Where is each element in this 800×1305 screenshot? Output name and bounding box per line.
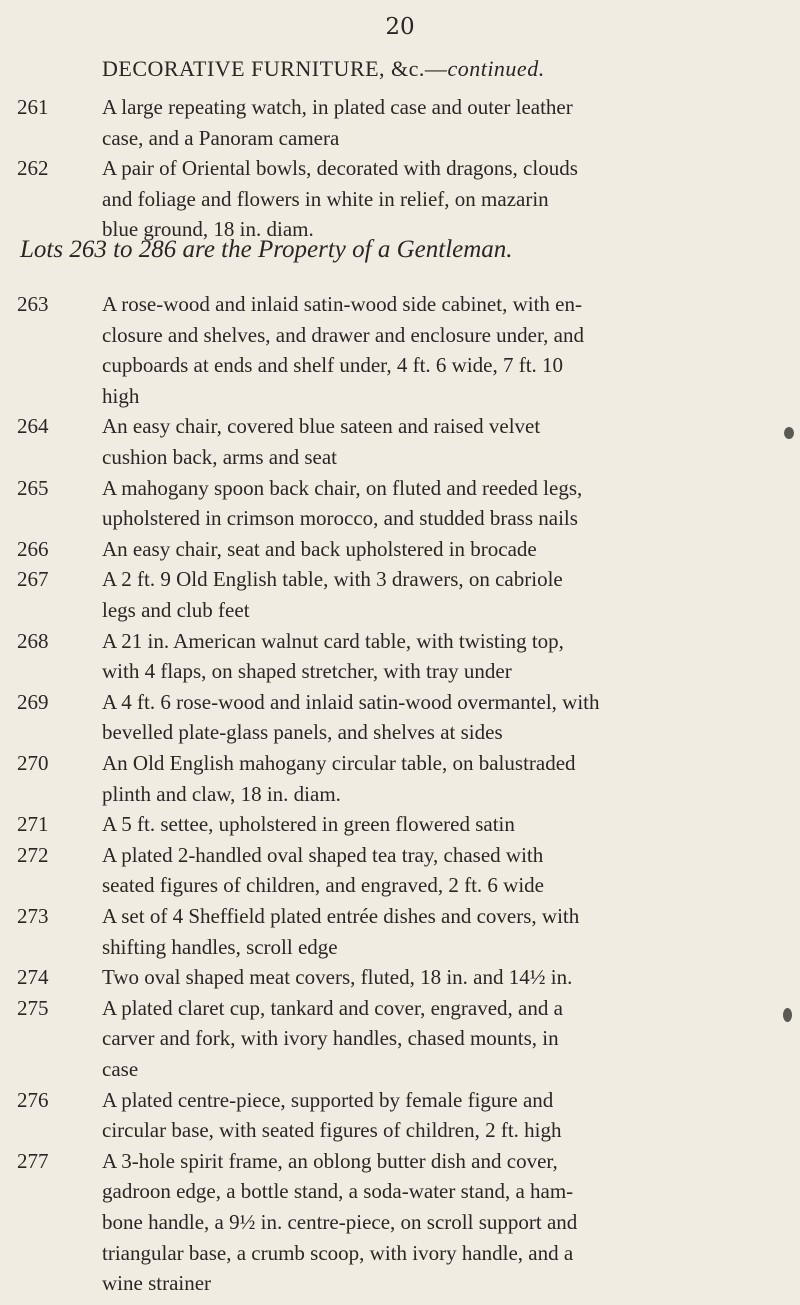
- lot-description: [102, 564, 772, 625]
- lot-description: [102, 962, 772, 993]
- section-heading-main: DECORATIVE FURNITURE, &c.—: [102, 56, 448, 81]
- lot-number: 267: [17, 567, 49, 592]
- lot-description-line: shifting handles, scroll edge: [102, 934, 338, 959]
- lot-description-line: A large repeating watch, in plated case and outer leather: [102, 95, 573, 119]
- lot-description: [102, 1085, 772, 1146]
- lot-description-line: An easy chair, seat and back upholstered in brocade: [102, 536, 537, 561]
- lot-number: 277: [17, 1148, 49, 1173]
- margin-speck: [783, 1008, 792, 1022]
- lot-number: 263: [17, 292, 49, 316]
- lot-description-line: cupboards at ends and shelf under, 4 ft. 6 wide, 7 ft. 10: [102, 353, 564, 378]
- lot-description: [102, 1146, 772, 1299]
- lot-description: [102, 687, 772, 748]
- lot-description-line: A mahogany spoon back chair, on fluted and reeded legs,: [102, 475, 583, 500]
- margin-speck: [784, 427, 794, 439]
- lot-description: [102, 534, 772, 565]
- section-heading-continued: continued.: [447, 56, 545, 81]
- lot-description-line: A pair of Oriental bowls, decorated with dragons, clouds: [102, 156, 578, 181]
- lot-number: 272: [17, 842, 49, 867]
- lot-description-line: A 2 ft. 9 Old English table, with 3 drawers, on cabriole: [102, 567, 563, 592]
- provenance-note: Lots 263 to 286 are the Property of a Gentleman.: [20, 236, 513, 263]
- lot-description-line: gadroon edge, a bottle stand, a soda-water stand, a ham-: [102, 1179, 574, 1204]
- lot-description: [102, 901, 772, 962]
- lot-description-line: with 4 flaps, on shaped stretcher, with tray under: [102, 659, 512, 684]
- lot-description-line: circular base, with seated figures of children, 2 ft. high: [102, 1118, 562, 1143]
- lot-description: [102, 92, 772, 153]
- lot-description: [102, 289, 772, 411]
- lot-number: 262: [17, 156, 49, 181]
- lot-description-line: bevelled plate-glass panels, and shelves at sides: [102, 720, 503, 745]
- lot-description-line: A 3-hole spirit frame, an oblong butter dish and cover,: [102, 1148, 558, 1173]
- lot-description-line: A 21 in. American walnut card table, with twisting top,: [102, 628, 564, 653]
- lot-description-line: blue ground, 18 in. diam.: [102, 217, 314, 242]
- lot-description-line: cushion back, arms and seat: [102, 444, 338, 469]
- lot-description-line: legs and club feet: [102, 597, 250, 622]
- lot-description: [102, 473, 772, 534]
- lot-description: [102, 840, 772, 901]
- lot-description: [102, 626, 772, 687]
- lot-number: 276: [17, 1087, 49, 1112]
- lot-description-line: wine strainer: [102, 1271, 212, 1296]
- lot-description-line: An easy chair, covered blue sateen and raised velvet: [102, 414, 541, 439]
- lot-description-line: A set of 4 Sheffield plated entrée dishes and covers, with: [102, 904, 580, 928]
- lot-description: [102, 809, 772, 840]
- lot-number: 264: [17, 414, 49, 439]
- lot-number: 268: [17, 628, 49, 653]
- lot-description-line: case, and a Panoram camera: [102, 125, 340, 150]
- lot-description-line: plinth and claw, 18 in. diam.: [102, 781, 341, 806]
- lot-description-line: upholstered in crimson morocco, and studded brass nails: [102, 506, 578, 531]
- lot-number: 266: [17, 536, 49, 561]
- lot-number: 275: [17, 995, 49, 1020]
- lot-description-line: Two oval shaped meat covers, fluted, 18 in. and 14½ in.: [102, 965, 573, 990]
- section-heading: [102, 56, 545, 82]
- lot-description-line: An Old English mahogany circular table, on balustraded: [102, 751, 576, 775]
- lot-description-line: seated figures of children, and engraved, 2 ft. 6 wide: [102, 873, 545, 898]
- lot-description-line: closure and shelves, and drawer and enclosure under, and: [102, 322, 584, 347]
- lot-description-line: case: [102, 1056, 139, 1081]
- lot-description-line: A plated centre-piece, supported by female figure and: [102, 1087, 554, 1112]
- lot-description-line: A plated 2-handled oval shaped tea tray, chased with: [102, 842, 544, 867]
- lot-number: 269: [17, 689, 49, 714]
- lot-description-line: triangular base, a crumb scoop, with ivory handle, and a: [102, 1240, 574, 1265]
- lot-description-line: high: [102, 383, 140, 408]
- lot-description-line: A plated claret cup, tankard and cover, engraved, and a: [102, 995, 563, 1020]
- lot-description: [102, 748, 772, 809]
- lot-number: 271: [17, 812, 49, 837]
- lot-number: 261: [17, 95, 49, 119]
- lot-number: 274: [17, 965, 49, 990]
- lot-number: 270: [17, 751, 49, 775]
- page-number: 20: [385, 14, 415, 40]
- lot-description-line: and foliage and flowers in white in relief, on mazarin: [102, 186, 549, 211]
- lot-description: [102, 153, 772, 245]
- lot-description: [102, 993, 772, 1085]
- lot-description-line: A 4 ft. 6 rose-wood and inlaid satin-wood overmantel, with: [102, 689, 600, 714]
- lot-description-line: A 5 ft. settee, upholstered in green flowered satin: [102, 812, 515, 837]
- lot-description: [102, 411, 772, 472]
- lot-description-line: bone handle, a 9½ in. centre-piece, on scroll support and: [102, 1209, 578, 1234]
- lot-description-line: carver and fork, with ivory handles, chased mounts, in: [102, 1026, 559, 1051]
- lot-description-line: A rose-wood and inlaid satin-wood side cabinet, with en-: [102, 292, 582, 316]
- lot-number: 265: [17, 475, 49, 500]
- lot-number: 273: [17, 904, 49, 928]
